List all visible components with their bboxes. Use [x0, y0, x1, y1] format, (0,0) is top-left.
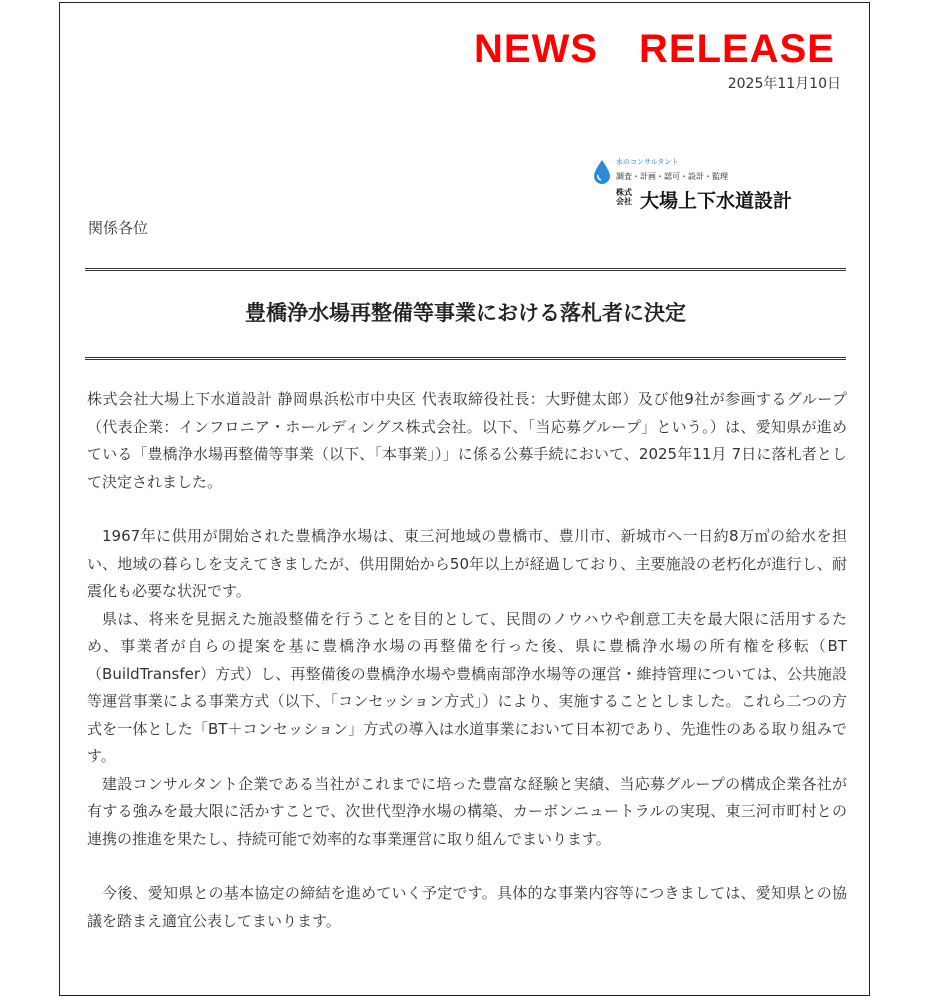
logo-kabushiki: 株式会社 [616, 188, 632, 206]
recipient: 関係各位 [88, 219, 149, 237]
title-rule-top [85, 268, 846, 271]
news-release-headline: NEWS RELEASE [474, 27, 835, 71]
logo-tagline: 水のコンサルタント [616, 158, 679, 166]
title-rule-bottom [85, 357, 846, 360]
logo-services: 調査・計画・認可・設計・監理 [616, 172, 728, 181]
news-release-page [59, 2, 870, 996]
release-date: 2025年11月10日 [727, 76, 841, 92]
paragraph-scheme: 県は、将来を見据えた施設整備を行うことを目的として、民間のノウハウや創意工夫を最大限に活用するため、事業者が自らの提案を基に豊橋浄水場の再整備を行った後、県に豊橋浄水場の所有権を移転（BT（BuildTransfer）方式）し、再整備後の豊橋浄水場や豊橋南部浄水場等の運営・維持管理については、公共施設等運営事業による事業方式（以下、「コンセッション方式」）により、実施することとしました。これら二つの方式を一体とした「BT＋コンセッション」方式の導入は水道事業において日本初であり、先進性のある取り組みです。 [87, 609, 847, 765]
paragraph-outlook: 今後、愛知県との基本協定の締結を進めていく予定です。具体的な事業内容等につきましては、愛知県との協議を踏まえ適宜公表してまいります。 [87, 884, 847, 930]
body-text [87, 386, 847, 935]
water-drop-icon [594, 160, 610, 184]
paragraph-background: 1967年に供用が開始された豊橋浄水場は、東三河地域の豊橋市、豊川市、新城市へ一日約8万㎥の給水を担い、地域の暮らしを支えてきましたが、供用開始から50年以上が経過しており、主要施設の老朽化が進行し、耐震化も必要な状況です。 [87, 527, 847, 600]
paragraph-intro: 株式会社大場上下水道設計 静岡県浜松市中央区 代表取締役社長：大野健太郎）及び他9社が参画するグループ（代表企業：インフロニア・ホールディングス株式会社。以下、「当応募グループ」という。）は、愛知県が進めている「豊橋浄水場再整備等事業（以下、「本事業」）」に係る公募手続において、2025年11月 7日に落札者として決定されました。 [87, 390, 847, 491]
document-title: 豊橋浄水場再整備等事業における落札者に決定 [245, 301, 686, 325]
company-logo [594, 156, 854, 216]
logo-company-name: 大場上下水道設計 [640, 190, 793, 212]
paragraph-commitment: 建設コンサルタント企業である当社がこれまでに培った豊富な経験と実績、当応募グループの構成企業各社が有する強みを最大限に活かすことで、次世代型浄水場の構築、カーボンニュートラルの実現、東三河市町村との連携の推進を果たし、持続可能で効率的な事業運営に取り組んでまいります。 [87, 774, 847, 848]
